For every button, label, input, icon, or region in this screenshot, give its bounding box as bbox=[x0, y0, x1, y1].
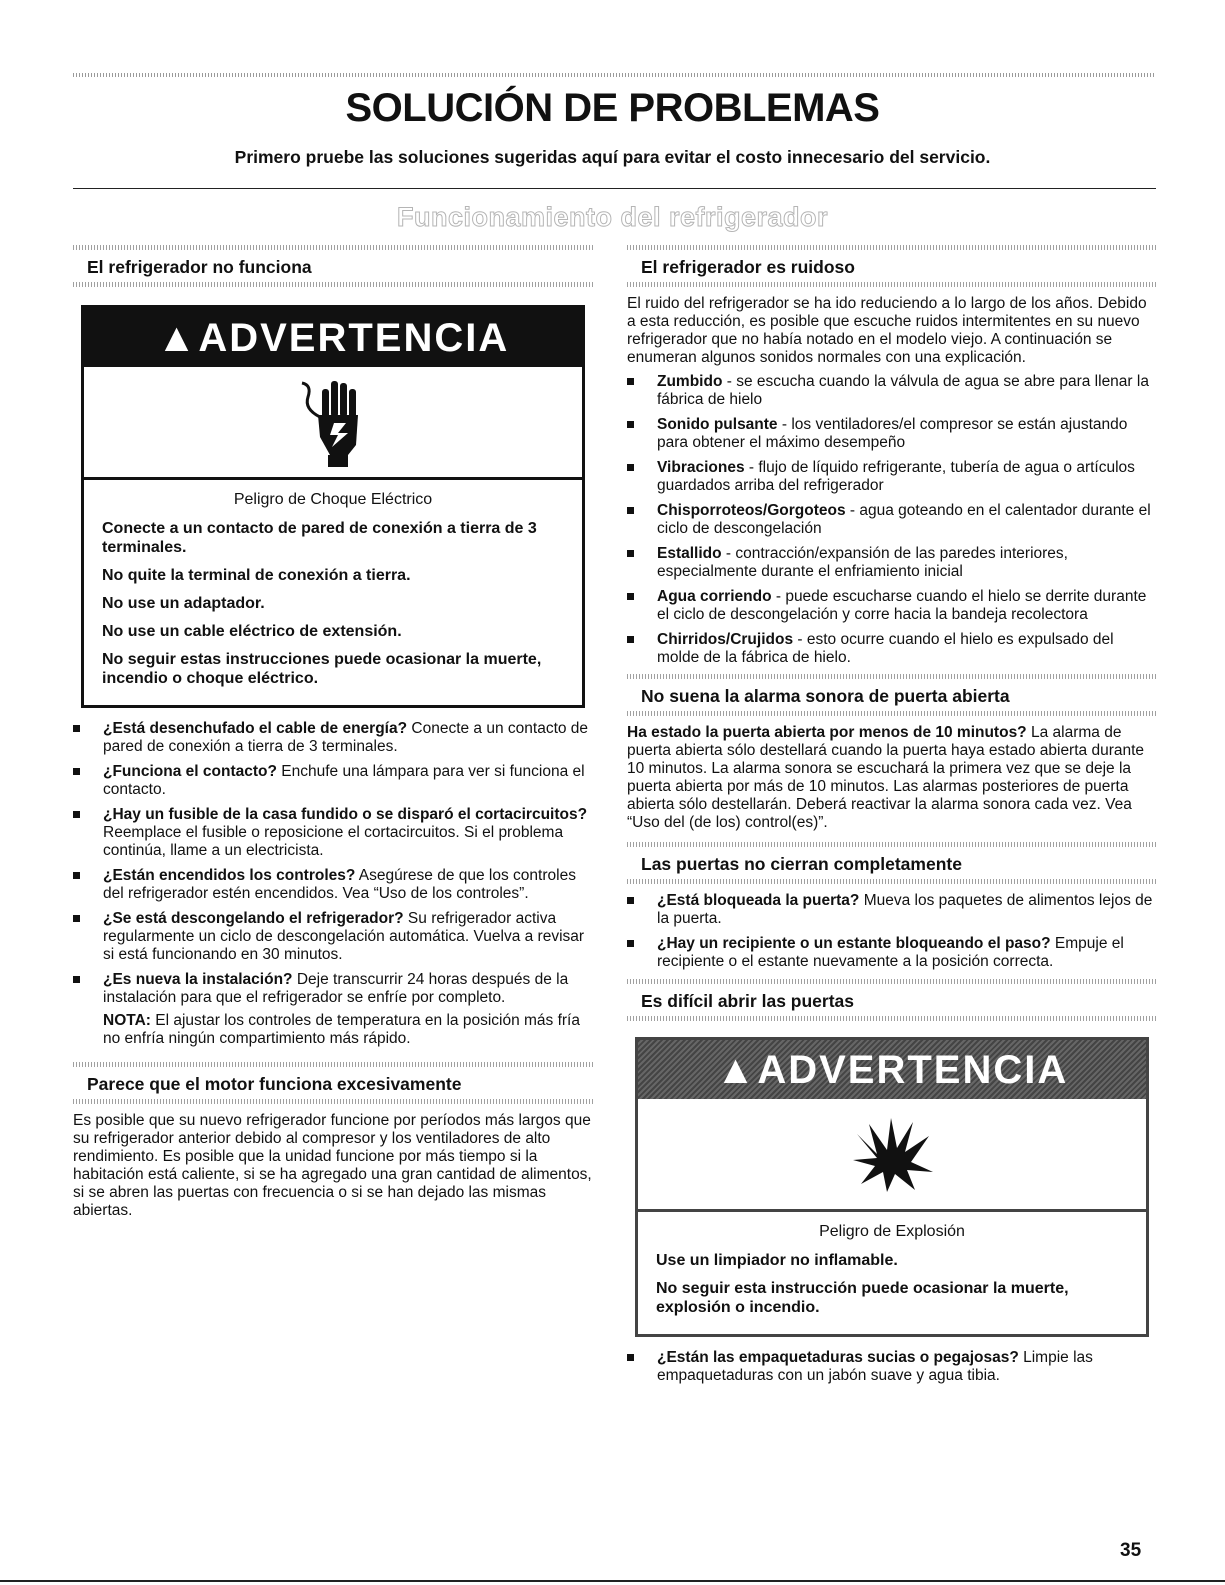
no-funciona-list bbox=[73, 720, 593, 1007]
warning-line: Use un limpiador no inflamable. bbox=[656, 1252, 898, 1269]
item-text: Conecte a un contacto de pared de conexión a tierra de 3 terminales. bbox=[103, 720, 589, 755]
note bbox=[73, 1012, 593, 1048]
puertas-list bbox=[627, 892, 1157, 971]
item-text: Deje transcurrir 24 horas después de la instalación para que el refrigerador se enfríe por completo. bbox=[103, 971, 569, 1006]
item-text: - esto ocurre cuando el hielo es expulsado del molde de la fábrica de hielo. bbox=[657, 631, 1114, 666]
warning-title: ADVERTENCIA bbox=[198, 316, 510, 360]
heading-text: El refrigerador no funciona bbox=[87, 257, 312, 277]
list-item bbox=[627, 892, 1157, 928]
list-item bbox=[73, 806, 593, 860]
warning-line: Conecte a un contacto de pared de conexión a tierra de 3 terminales. bbox=[102, 520, 537, 556]
item-text: - puede escucharse cuando el hielo se derrite durante el ciclo de descongelación y corre hacia la bandeja recolectora bbox=[657, 588, 1147, 623]
warning-title: ADVERTENCIA bbox=[757, 1048, 1069, 1092]
list-item bbox=[627, 416, 1157, 452]
list-item bbox=[627, 588, 1157, 624]
heading-no-funciona bbox=[73, 245, 593, 287]
item-question: ¿Está bloqueada la puerta? bbox=[657, 892, 860, 909]
warning-line: No use un cable eléctrico de extensión. bbox=[102, 623, 402, 640]
item-question: ¿Están las empaquetaduras sucias o pegajosas? bbox=[657, 1349, 1019, 1366]
explosion-warning-box bbox=[635, 1037, 1149, 1337]
heading-ruidoso bbox=[627, 245, 1157, 287]
item-question: ¿Funciona el contacto? bbox=[103, 763, 277, 780]
item-text: Su refrigerador activa regularmente un ciclo de descongelación automática. Vuelva a revisar si está funcionando en 30 minutos. bbox=[103, 910, 585, 963]
item-term: Sonido pulsante bbox=[657, 416, 778, 433]
left-column bbox=[73, 245, 593, 1220]
item-text: - los ventiladores/el compresor se están ajustando para obtener el máximo desempeño bbox=[657, 416, 1128, 451]
heading-text: Las puertas no cierran completamente bbox=[641, 854, 962, 874]
alarma-question: Ha estado la puerta abierta por menos de 10 minutos? bbox=[627, 724, 1027, 741]
list-item bbox=[627, 502, 1157, 538]
item-term: Agua corriendo bbox=[657, 588, 772, 605]
item-question: ¿Se está descongelando el refrigerador? bbox=[103, 910, 404, 927]
page-title: SOLUCIÓN DE PROBLEMAS bbox=[345, 86, 880, 130]
warning-header bbox=[84, 308, 582, 367]
heading-alarma bbox=[627, 674, 1157, 716]
right-column bbox=[627, 245, 1157, 1392]
bottom-edge-rule bbox=[0, 1580, 1225, 1582]
heading-text: Parece que el motor funciona excesivamente bbox=[87, 1074, 462, 1094]
warning-header bbox=[638, 1040, 1146, 1099]
item-text: Asegúrese de que los controles del refrigerador estén encendidos. Vea “Uso de los controles”. bbox=[103, 867, 576, 902]
page-number: 35 bbox=[1120, 1540, 1142, 1561]
ruidoso-intro: El ruido del refrigerador se ha ido reduciendo a lo largo de los años. Debido a esta reducción, es posible que escuche ruidos intermitentes en su nuevo refrigerador que no había notado en el modelo viejo. A continuación se enumeran algunos sonidos normales con una explicación. bbox=[627, 295, 1147, 366]
item-question: ¿Es nueva la instalación? bbox=[103, 971, 293, 988]
note-label: NOTA: bbox=[103, 1012, 151, 1029]
item-text: Reemplace el fusible o reposicione el cortacircuitos. Si el problema continúa, llame a un electricista. bbox=[103, 824, 564, 859]
heading-text: No suena la alarma sonora de puerta abierta bbox=[641, 686, 1010, 706]
item-question: ¿Hay un recipiente o un estante bloqueando el paso? bbox=[657, 935, 1051, 952]
warning-body bbox=[84, 480, 582, 705]
item-text: Mueva los paquetes de alimentos lejos de la puerta. bbox=[657, 892, 1153, 927]
list-item bbox=[627, 459, 1157, 495]
note-text: El ajustar los controles de temperatura en la posición más fría no enfría ningún compartimiento más rápido. bbox=[103, 1012, 580, 1047]
item-text: - agua goteando en el calentador durante el ciclo de descongelación bbox=[657, 502, 1151, 537]
item-text: - flujo de líquido refrigerante, tubería de agua o artículos guardados arriba del refrigerador bbox=[657, 459, 1135, 494]
item-term: Chisporroteos/Gorgoteos bbox=[657, 502, 846, 519]
list-item bbox=[627, 935, 1157, 971]
list-item bbox=[627, 631, 1157, 667]
alarma-answer: La alarma de puerta abierta sólo destellará cuando la puerta haya estado abierta durante 10 minutos. La alarma sonora se escuchará la primera vez que se deje la puerta abierta por más de 10 minutos. Las alarmas posteriores de puerta abierta sólo destellarán. Deberá reactivar la alarma sonora cada vez. Vea “Uso del (de los) control(es)”. bbox=[627, 724, 1145, 831]
warning-line: No use un adaptador. bbox=[102, 595, 265, 612]
list-item bbox=[73, 763, 593, 799]
explosion-icon bbox=[638, 1099, 1146, 1212]
warning-triangle-icon: ▲ bbox=[156, 316, 199, 360]
item-question: ¿Hay un fusible de la casa fundido o se disparó el cortacircuitos? bbox=[103, 806, 588, 823]
sounds-list bbox=[627, 373, 1157, 667]
list-item bbox=[73, 720, 593, 756]
heading-text: El refrigerador es ruidoso bbox=[641, 257, 855, 277]
item-term: Estallido bbox=[657, 545, 722, 562]
item-term: Vibraciones bbox=[657, 459, 745, 476]
warning-line: No quite la terminal de conexión a tierra. bbox=[102, 567, 411, 584]
heading-puertas bbox=[627, 842, 1157, 884]
warning-line: No seguir estas instrucciones puede ocasionar la muerte, incendio o choque eléctrico. bbox=[102, 651, 542, 687]
list-item bbox=[73, 867, 593, 903]
section-title: Funcionamiento del refrigerador bbox=[396, 202, 829, 232]
item-text: - contracción/expansión de las paredes interiores, especialmente durante el enfriamiento inicial bbox=[657, 545, 1068, 580]
electric-shock-hand-icon bbox=[84, 367, 582, 480]
item-term: Zumbido bbox=[657, 373, 723, 390]
list-item bbox=[73, 971, 593, 1007]
top-dotted-rule bbox=[73, 73, 1156, 77]
list-item bbox=[73, 910, 593, 964]
motor-text: Es posible que su nuevo refrigerador funcione por períodos más largos que su refrigerador anterior debido al compresor y los ventiladores de alto rendimiento. Es posible que la unidad funcione por más tiempo si la habitación está caliente, si se ha agregado una gran cantidad de alimentos, si se abren las puertas con frecuencia o si se han dejado las mismas abiertas. bbox=[73, 1112, 592, 1219]
dificil-list bbox=[627, 1349, 1157, 1385]
title-divider bbox=[73, 188, 1156, 189]
heading-motor bbox=[73, 1062, 593, 1104]
list-item bbox=[627, 373, 1157, 409]
warning-line: No seguir esta instrucción puede ocasionar la muerte, explosión o incendio. bbox=[656, 1280, 1069, 1316]
item-text: Limpie las empaquetaduras con un jabón suave y agua tibia. bbox=[657, 1349, 1093, 1384]
warning-triangle-icon: ▲ bbox=[715, 1048, 758, 1092]
list-item bbox=[627, 545, 1157, 581]
item-text: Enchufe una lámpara para ver si funciona el contacto. bbox=[103, 763, 585, 798]
page-subtitle: Primero pruebe las soluciones sugeridas aquí para evitar el costo innecesario del servicio. bbox=[234, 147, 991, 167]
list-item bbox=[627, 1349, 1157, 1385]
warning-body bbox=[638, 1212, 1146, 1334]
item-question: ¿Está desenchufado el cable de energía? bbox=[103, 720, 408, 737]
item-term: Chirridos/Crujidos bbox=[657, 631, 794, 648]
heading-text: Es difícil abrir las puertas bbox=[641, 991, 854, 1011]
item-text: Empuje el recipiente o el estante nuevamente a la posición correcta. bbox=[657, 935, 1124, 970]
hazard-label: Peligro de Explosión bbox=[819, 1223, 965, 1240]
hazard-label: Peligro de Choque Eléctrico bbox=[233, 491, 433, 508]
shock-warning-box bbox=[81, 305, 585, 708]
alarma-text bbox=[627, 724, 1157, 832]
heading-dificil bbox=[627, 979, 1157, 1021]
item-text: - se escucha cuando la válvula de agua se abre para llenar la fábrica de hielo bbox=[657, 373, 1149, 408]
item-question: ¿Están encendidos los controles? bbox=[103, 867, 356, 884]
